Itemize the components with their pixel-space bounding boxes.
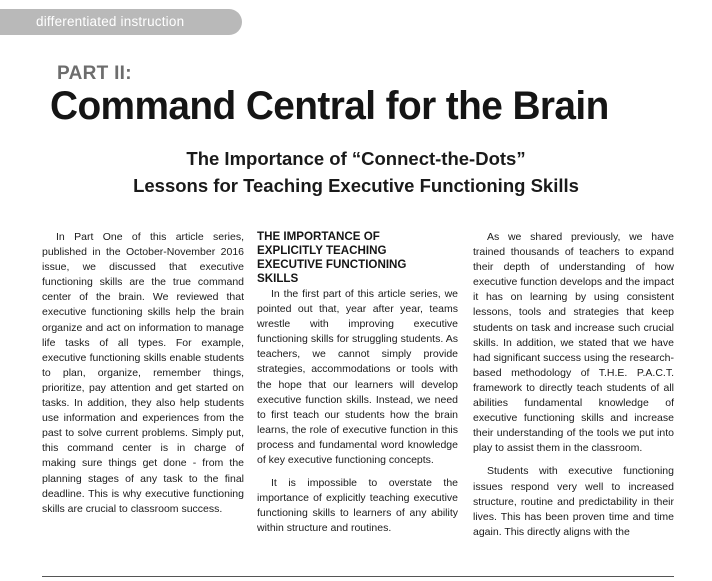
article-title: Command Central for the Brain [50, 84, 609, 128]
column1-paragraph-1: In Part One of this article series, published in the October-November 2016 issue, we discussed that executive functioning skills are the true command center of the brain. We reviewed that executive functioning skills help the brain organize and act on information to manage life tasks of all types. For example, executive functioning skills enable students to plan, organize, remember things, prioritize, pay attention and get started on tasks. In addition, they also help students use information and experiences from the past to solve current problems. Simply put, this command center is in charge of making sure things get done - from the planning stages of any task to the final deadline. This is why executive functioning skills are crucial to classroom success. [42, 231, 244, 515]
subtitle-line-1: The Importance of “Connect-the-Dots” [186, 148, 526, 169]
text-column-3 [473, 230, 674, 540]
part-label: PART II: [57, 63, 132, 84]
article-subtitle [60, 145, 652, 199]
column2-paragraph-1: In the first part of this article series, we pointed out that, year after year, teams wrestle with improving executive functioning skills for struggling students. As teachers, we cannot simply provide strategies, accommodations or tools with the hope that our learners will develop executive function skills. Instead, we need to first teach our students how the brain learns, the role of executive function in this process and fundamental word knowledge of key executive functioning concepts. [257, 288, 458, 467]
text-column-2 [257, 230, 458, 537]
section-tab: differentiated instruction [0, 9, 242, 35]
column2-paragraph-2: It is impossible to overstate the importance of explicitly teaching executive functioning skills to learners of any ability within structure and routines. [257, 477, 458, 535]
column3-paragraph-1: As we shared previously, we have trained thousands of teachers to expand their depth of understanding of how executive function develops and the impact it has on learning by using consistent lessons, tools and strategies that keep students on task and increase such crucial skills. In addition, we stated that we have had significant success using the research-based methodology of T.H.E. P.A.C.T. framework to directly teach students of all abilities fundamental knowledge of executive functioning skills and increase their understanding of the tools we put into play to assist them in the classroom. [473, 231, 674, 455]
text-column-1 [42, 230, 244, 517]
column3-paragraph-2: Students with executive functioning issues respond very well to increased structure, routine and predictability in their lives. This has been proven time and time again. This directly aligns with the [473, 465, 674, 538]
section-heading: THE IMPORTANCE OF EXPLICITLY TEACHING EXECUTIVE FUNCTIONING SKILLS [257, 230, 407, 285]
subtitle-line-2: Lessons for Teaching Executive Functioning Skills [133, 175, 579, 196]
bottom-divider [42, 576, 674, 577]
